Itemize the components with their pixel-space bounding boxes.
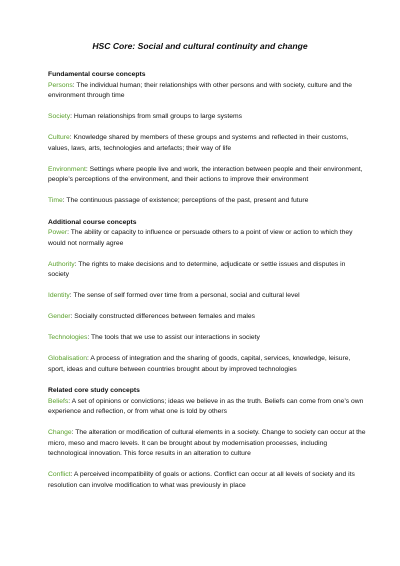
concept-term: Time — [48, 197, 63, 204]
concept-term: Globalisation — [48, 355, 88, 362]
concept-entry-power — [48, 228, 368, 249]
concept-definition: : The alteration or modification of cultural elements in a society. Change to society can occur at the micro, meso and macro levels. It can be brought about by modernisation processes, including technological innovation. This force results in an alteration to culture — [48, 429, 366, 457]
concept-term: Conflict — [48, 471, 71, 478]
concept-definition: : Human relationships from small groups to large systems — [70, 113, 242, 120]
concept-term: Authority — [48, 260, 75, 268]
concept-term: Gender — [48, 313, 71, 320]
concept-definition: : Settings where people live and work, the interaction between people and their environment, people’s perceptions of the environment, and their actions to improve their environment — [48, 165, 363, 183]
concept-definition: : The sense of self formed over time from a personal, social and cultural level — [69, 292, 300, 299]
concept-entry-society — [48, 112, 368, 123]
concept-definition: : A set of opinions or convictions; ideas we believe in as the truth. Beliefs can come from one’s own experience and reflection, or from what one is told by others — [48, 397, 364, 415]
concept-term: Beliefs — [48, 397, 69, 405]
concept-entry-identity — [48, 291, 368, 302]
concept-definition: : The individual human; their relationships with other persons and with society, culture and the environment through time — [48, 81, 353, 99]
section-heading: Related core study concepts — [48, 387, 140, 394]
section-additional-concepts — [48, 218, 368, 376]
concept-definition: : A process of integration and the sharing of goods, capital, services, knowledge, leisure, sport, ideas and culture between countries brought about by improved technologies — [48, 355, 351, 373]
concept-term: Technologies — [48, 334, 88, 341]
concept-entry-environment — [48, 165, 368, 186]
section-related-concepts — [48, 386, 368, 491]
concept-entry-culture — [48, 133, 368, 154]
concept-entry-persons — [48, 81, 368, 102]
concept-term: Culture — [48, 134, 70, 141]
section-fundamental-concepts — [48, 70, 368, 207]
concept-entry-time — [48, 196, 368, 207]
concept-entry-technologies — [48, 333, 368, 344]
concept-definition: : The tools that we use to assist our interactions in society — [87, 334, 260, 341]
concept-definition: : The rights to make decisions and to determine, adjudicate or settle issues and disputes in society — [48, 260, 346, 278]
concept-term: Power — [48, 229, 68, 236]
concept-term: Environment — [48, 165, 86, 173]
document-body — [48, 70, 368, 491]
concept-entry-authority — [48, 260, 368, 281]
concept-definition: : Knowledge shared by members of these groups and systems and reflected in their customs, values, laws, arts, technologies and artefacts; their way of life — [48, 134, 349, 152]
concept-definition: : A perceived incompatibility of goals or actions. Conflict can occur at all levels of society and its resolution can involve modification to what was previously in place — [48, 471, 355, 489]
concept-definition: : The ability or capacity to influence or persuade others to a point of view or action to which they would not normally agree — [48, 229, 353, 247]
concept-term: Persons — [48, 81, 73, 89]
section-heading: Additional course concepts — [48, 218, 137, 226]
document-title: HSC Core: Social and cultural continuity and change — [92, 41, 308, 51]
concept-entry-globalisation — [48, 354, 368, 375]
concept-definition: : Socially constructed differences between females and males — [70, 313, 255, 320]
concept-definition: : The continuous passage of existence; perceptions of the past, present and future — [62, 197, 309, 204]
concept-entry-gender — [48, 312, 368, 323]
concept-entry-change — [48, 428, 368, 460]
concept-entry-beliefs — [48, 397, 368, 418]
concept-term: Society — [48, 113, 71, 120]
section-heading: Fundamental course concepts — [48, 71, 146, 78]
concept-term: Change — [48, 429, 72, 436]
concept-term: Identity — [48, 292, 70, 299]
concept-entry-conflict — [48, 470, 368, 491]
